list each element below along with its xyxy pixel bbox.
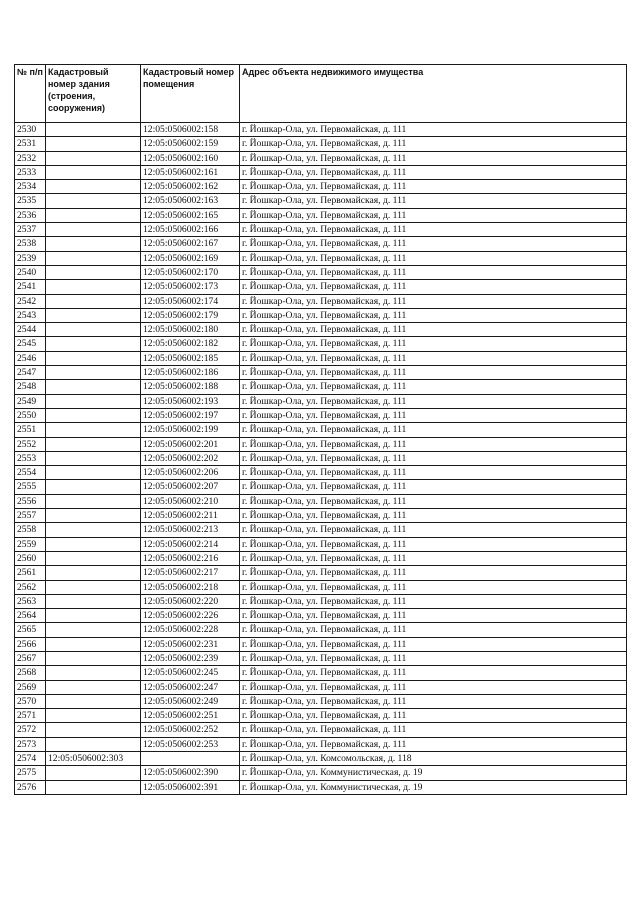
premises-cadastral-cell: 12:05:0506002:180: [141, 323, 240, 337]
building-cadastral-cell: [46, 323, 141, 337]
row-number-cell: 2540: [15, 265, 46, 279]
table-row: [15, 466, 627, 480]
building-cadastral-cell: [46, 237, 141, 251]
building-cadastral-cell: [46, 251, 141, 265]
table-row: [15, 137, 627, 151]
building-cadastral-cell: [46, 637, 141, 651]
premises-cadastral-cell: 12:05:0506002:160: [141, 151, 240, 165]
address-cell: г. Йошкар-Ола, ул. Первомайская, д. 111: [240, 437, 627, 451]
row-number-cell: 2573: [15, 737, 46, 751]
premises-cadastral-cell: 12:05:0506002:167: [141, 237, 240, 251]
building-cadastral-cell: [46, 165, 141, 179]
row-number-cell: 2559: [15, 537, 46, 551]
table-row: [15, 423, 627, 437]
table-row: [15, 752, 627, 766]
building-cadastral-cell: [46, 680, 141, 694]
table-row: [15, 580, 627, 594]
row-number-cell: 2574: [15, 752, 46, 766]
table-row: [15, 123, 627, 137]
header-row: [15, 65, 627, 123]
address-cell: г. Йошкар-Ола, ул. Первомайская, д. 111: [240, 123, 627, 137]
table-row: [15, 151, 627, 165]
row-number-cell: 2548: [15, 380, 46, 394]
building-cadastral-cell: [46, 709, 141, 723]
row-number-cell: 2555: [15, 480, 46, 494]
premises-cadastral-cell: 12:05:0506002:253: [141, 737, 240, 751]
address-cell: г. Йошкар-Ола, ул. Первомайская, д. 111: [240, 351, 627, 365]
row-number-cell: 2533: [15, 165, 46, 179]
table-row: [15, 380, 627, 394]
table-row: [15, 509, 627, 523]
building-cadastral-cell: [46, 194, 141, 208]
building-cadastral-cell: [46, 437, 141, 451]
address-cell: г. Йошкар-Ола, ул. Первомайская, д. 111: [240, 509, 627, 523]
table-row: [15, 337, 627, 351]
address-cell: г. Йошкар-Ола, ул. Первомайская, д. 111: [240, 480, 627, 494]
address-cell: г. Йошкар-Ола, ул. Первомайская, д. 111: [240, 651, 627, 665]
address-cell: г. Йошкар-Ола, ул. Первомайская, д. 111: [240, 323, 627, 337]
address-cell: г. Йошкар-Ола, ул. Первомайская, д. 111: [240, 151, 627, 165]
premises-cadastral-cell: 12:05:0506002:218: [141, 580, 240, 594]
address-cell: г. Йошкар-Ола, ул. Первомайская, д. 111: [240, 737, 627, 751]
premises-cadastral-cell: 12:05:0506002:228: [141, 623, 240, 637]
premises-cadastral-cell: 12:05:0506002:211: [141, 509, 240, 523]
address-cell: г. Йошкар-Ола, ул. Первомайская, д. 111: [240, 366, 627, 380]
premises-cadastral-cell: 12:05:0506002:217: [141, 566, 240, 580]
premises-cadastral-cell: 12:05:0506002:188: [141, 380, 240, 394]
row-number-cell: 2541: [15, 280, 46, 294]
row-number-cell: 2576: [15, 780, 46, 794]
header-property-address: Адрес объекта недвижимого имущества: [240, 65, 627, 123]
building-cadastral-cell: [46, 137, 141, 151]
building-cadastral-cell: [46, 380, 141, 394]
address-cell: г. Йошкар-Ола, ул. Первомайская, д. 111: [240, 408, 627, 422]
premises-cadastral-cell: 12:05:0506002:247: [141, 680, 240, 694]
premises-cadastral-cell: 12:05:0506002:216: [141, 551, 240, 565]
building-cadastral-cell: [46, 666, 141, 680]
table-row: [15, 208, 627, 222]
row-number-cell: 2569: [15, 680, 46, 694]
row-number-cell: 2563: [15, 594, 46, 608]
building-cadastral-cell: [46, 466, 141, 480]
premises-cadastral-cell: 12:05:0506002:231: [141, 637, 240, 651]
row-number-cell: 2544: [15, 323, 46, 337]
premises-cadastral-cell: 12:05:0506002:186: [141, 366, 240, 380]
address-cell: г. Йошкар-Ола, ул. Первомайская, д. 111: [240, 551, 627, 565]
row-number-cell: 2550: [15, 408, 46, 422]
address-cell: г. Йошкар-Ола, ул. Первомайская, д. 111: [240, 137, 627, 151]
row-number-cell: 2565: [15, 623, 46, 637]
header-premises-cadastral-number: Кадастровый номер помещения: [141, 65, 240, 123]
premises-cadastral-cell: 12:05:0506002:210: [141, 494, 240, 508]
premises-cadastral-cell: 12:05:0506002:251: [141, 709, 240, 723]
address-cell: г. Йошкар-Ола, ул. Первомайская, д. 111: [240, 223, 627, 237]
table-header: [15, 65, 627, 123]
building-cadastral-cell: [46, 537, 141, 551]
building-cadastral-cell: 12:05:0506002:303: [46, 752, 141, 766]
row-number-cell: 2567: [15, 651, 46, 665]
table-row: [15, 694, 627, 708]
premises-cadastral-cell: 12:05:0506002:220: [141, 594, 240, 608]
building-cadastral-cell: [46, 737, 141, 751]
table-row: [15, 294, 627, 308]
row-number-cell: 2539: [15, 251, 46, 265]
table-row: [15, 165, 627, 179]
address-cell: г. Йошкар-Ола, ул. Первомайская, д. 111: [240, 337, 627, 351]
table-row: [15, 437, 627, 451]
row-number-cell: 2531: [15, 137, 46, 151]
table-row: [15, 723, 627, 737]
building-cadastral-cell: [46, 123, 141, 137]
row-number-cell: 2564: [15, 609, 46, 623]
address-cell: г. Йошкар-Ола, ул. Первомайская, д. 111: [240, 680, 627, 694]
row-number-cell: 2537: [15, 223, 46, 237]
premises-cadastral-cell: 12:05:0506002:199: [141, 423, 240, 437]
premises-cadastral-cell: 12:05:0506002:162: [141, 180, 240, 194]
row-number-cell: 2561: [15, 566, 46, 580]
address-cell: г. Йошкар-Ола, ул. Первомайская, д. 111: [240, 537, 627, 551]
property-registry-table: [14, 64, 627, 795]
row-number-cell: 2553: [15, 451, 46, 465]
table-row: [15, 451, 627, 465]
premises-cadastral-cell: 12:05:0506002:206: [141, 466, 240, 480]
building-cadastral-cell: [46, 623, 141, 637]
address-cell: г. Йошкар-Ола, ул. Первомайская, д. 111: [240, 694, 627, 708]
table-row: [15, 265, 627, 279]
row-number-cell: 2543: [15, 308, 46, 322]
table-row: [15, 666, 627, 680]
premises-cadastral-cell: 12:05:0506002:166: [141, 223, 240, 237]
address-cell: г. Йошкар-Ола, ул. Первомайская, д. 111: [240, 423, 627, 437]
building-cadastral-cell: [46, 366, 141, 380]
building-cadastral-cell: [46, 451, 141, 465]
registry-sheet: [14, 64, 626, 795]
building-cadastral-cell: [46, 394, 141, 408]
premises-cadastral-cell: 12:05:0506002:185: [141, 351, 240, 365]
address-cell: г. Йошкар-Ола, ул. Первомайская, д. 111: [240, 723, 627, 737]
address-cell: г. Йошкар-Ола, ул. Коммунистическая, д. 19: [240, 766, 627, 780]
row-number-cell: 2570: [15, 694, 46, 708]
building-cadastral-cell: [46, 280, 141, 294]
row-number-cell: 2560: [15, 551, 46, 565]
address-cell: г. Йошкар-Ола, ул. Первомайская, д. 111: [240, 566, 627, 580]
row-number-cell: 2538: [15, 237, 46, 251]
table-row: [15, 394, 627, 408]
premises-cadastral-cell: 12:05:0506002:174: [141, 294, 240, 308]
address-cell: г. Йошкар-Ола, ул. Первомайская, д. 111: [240, 308, 627, 322]
building-cadastral-cell: [46, 308, 141, 322]
building-cadastral-cell: [46, 351, 141, 365]
address-cell: г. Йошкар-Ола, ул. Первомайская, д. 111: [240, 294, 627, 308]
building-cadastral-cell: [46, 694, 141, 708]
row-number-cell: 2545: [15, 337, 46, 351]
table-row: [15, 280, 627, 294]
table-row: [15, 366, 627, 380]
building-cadastral-cell: [46, 780, 141, 794]
table-row: [15, 194, 627, 208]
row-number-cell: 2534: [15, 180, 46, 194]
address-cell: г. Йошкар-Ола, ул. Первомайская, д. 111: [240, 237, 627, 251]
premises-cadastral-cell: 12:05:0506002:165: [141, 208, 240, 222]
building-cadastral-cell: [46, 509, 141, 523]
address-cell: г. Йошкар-Ола, ул. Первомайская, д. 111: [240, 609, 627, 623]
row-number-cell: 2575: [15, 766, 46, 780]
address-cell: г. Йошкар-Ола, ул. Первомайская, д. 111: [240, 280, 627, 294]
premises-cadastral-cell: 12:05:0506002:207: [141, 480, 240, 494]
building-cadastral-cell: [46, 180, 141, 194]
address-cell: г. Йошкар-Ола, ул. Первомайская, д. 111: [240, 623, 627, 637]
premises-cadastral-cell: 12:05:0506002:390: [141, 766, 240, 780]
premises-cadastral-cell: 12:05:0506002:193: [141, 394, 240, 408]
premises-cadastral-cell: 12:05:0506002:252: [141, 723, 240, 737]
premises-cadastral-cell: 12:05:0506002:197: [141, 408, 240, 422]
premises-cadastral-cell: 12:05:0506002:201: [141, 437, 240, 451]
building-cadastral-cell: [46, 566, 141, 580]
table-row: [15, 494, 627, 508]
building-cadastral-cell: [46, 766, 141, 780]
building-cadastral-cell: [46, 523, 141, 537]
table-row: [15, 323, 627, 337]
building-cadastral-cell: [46, 723, 141, 737]
table-row: [15, 237, 627, 251]
row-number-cell: 2557: [15, 509, 46, 523]
row-number-cell: 2551: [15, 423, 46, 437]
row-number-cell: 2546: [15, 351, 46, 365]
premises-cadastral-cell: 12:05:0506002:163: [141, 194, 240, 208]
row-number-cell: 2532: [15, 151, 46, 165]
address-cell: г. Йошкар-Ола, ул. Первомайская, д. 111: [240, 666, 627, 680]
row-number-cell: 2542: [15, 294, 46, 308]
table-row: [15, 766, 627, 780]
address-cell: г. Йошкар-Ола, ул. Первомайская, д. 111: [240, 580, 627, 594]
address-cell: г. Йошкар-Ола, ул. Первомайская, д. 111: [240, 180, 627, 194]
row-number-cell: 2562: [15, 580, 46, 594]
table-row: [15, 251, 627, 265]
building-cadastral-cell: [46, 208, 141, 222]
address-cell: г. Йошкар-Ола, ул. Первомайская, д. 111: [240, 523, 627, 537]
row-number-cell: 2571: [15, 709, 46, 723]
row-number-cell: 2566: [15, 637, 46, 651]
address-cell: г. Йошкар-Ола, ул. Первомайская, д. 111: [240, 251, 627, 265]
premises-cadastral-cell: 12:05:0506002:159: [141, 137, 240, 151]
building-cadastral-cell: [46, 651, 141, 665]
address-cell: г. Йошкар-Ола, ул. Первомайская, д. 111: [240, 265, 627, 279]
premises-cadastral-cell: 12:05:0506002:169: [141, 251, 240, 265]
row-number-cell: 2549: [15, 394, 46, 408]
table-row: [15, 680, 627, 694]
premises-cadastral-cell: 12:05:0506002:239: [141, 651, 240, 665]
premises-cadastral-cell: 12:05:0506002:158: [141, 123, 240, 137]
building-cadastral-cell: [46, 480, 141, 494]
table-row: [15, 637, 627, 651]
premises-cadastral-cell: 12:05:0506002:213: [141, 523, 240, 537]
table-row: [15, 223, 627, 237]
table-row: [15, 408, 627, 422]
building-cadastral-cell: [46, 551, 141, 565]
table-row: [15, 566, 627, 580]
address-cell: г. Йошкар-Ола, ул. Комсомольская, д. 118: [240, 752, 627, 766]
premises-cadastral-cell: 12:05:0506002:182: [141, 337, 240, 351]
address-cell: г. Йошкар-Ола, ул. Первомайская, д. 111: [240, 165, 627, 179]
building-cadastral-cell: [46, 294, 141, 308]
building-cadastral-cell: [46, 494, 141, 508]
row-number-cell: 2572: [15, 723, 46, 737]
table-row: [15, 623, 627, 637]
building-cadastral-cell: [46, 408, 141, 422]
row-number-cell: 2568: [15, 666, 46, 680]
premises-cadastral-cell: 12:05:0506002:226: [141, 609, 240, 623]
address-cell: г. Йошкар-Ола, ул. Первомайская, д. 111: [240, 208, 627, 222]
premises-cadastral-cell: 12:05:0506002:214: [141, 537, 240, 551]
table-row: [15, 523, 627, 537]
row-number-cell: 2558: [15, 523, 46, 537]
address-cell: г. Йошкар-Ола, ул. Первомайская, д. 111: [240, 394, 627, 408]
table-row: [15, 537, 627, 551]
table-body: [15, 123, 627, 795]
row-number-cell: 2530: [15, 123, 46, 137]
table-row: [15, 308, 627, 322]
address-cell: г. Йошкар-Ола, ул. Первомайская, д. 111: [240, 466, 627, 480]
premises-cadastral-cell: 12:05:0506002:173: [141, 280, 240, 294]
building-cadastral-cell: [46, 223, 141, 237]
premises-cadastral-cell: 12:05:0506002:391: [141, 780, 240, 794]
table-row: [15, 351, 627, 365]
row-number-cell: 2556: [15, 494, 46, 508]
row-number-cell: 2554: [15, 466, 46, 480]
header-row-number: № п/п: [15, 65, 46, 123]
premises-cadastral-cell: 12:05:0506002:170: [141, 265, 240, 279]
address-cell: г. Йошкар-Ола, ул. Первомайская, д. 111: [240, 494, 627, 508]
premises-cadastral-cell: 12:05:0506002:249: [141, 694, 240, 708]
row-number-cell: 2547: [15, 366, 46, 380]
building-cadastral-cell: [46, 337, 141, 351]
building-cadastral-cell: [46, 580, 141, 594]
premises-cadastral-cell: 12:05:0506002:202: [141, 451, 240, 465]
building-cadastral-cell: [46, 594, 141, 608]
row-number-cell: 2552: [15, 437, 46, 451]
address-cell: г. Йошкар-Ола, ул. Первомайская, д. 111: [240, 637, 627, 651]
table-row: [15, 651, 627, 665]
premises-cadastral-cell: 12:05:0506002:245: [141, 666, 240, 680]
address-cell: г. Йошкар-Ола, ул. Первомайская, д. 111: [240, 709, 627, 723]
building-cadastral-cell: [46, 265, 141, 279]
address-cell: г. Йошкар-Ола, ул. Первомайская, д. 111: [240, 380, 627, 394]
table-row: [15, 609, 627, 623]
header-building-cadastral-number: Кадастровый номер здания (строения, сооружения): [46, 65, 141, 123]
address-cell: г. Йошкар-Ола, ул. Первомайская, д. 111: [240, 594, 627, 608]
table-row: [15, 551, 627, 565]
table-row: [15, 594, 627, 608]
address-cell: г. Йошкар-Ола, ул. Первомайская, д. 111: [240, 194, 627, 208]
building-cadastral-cell: [46, 609, 141, 623]
table-row: [15, 737, 627, 751]
table-row: [15, 780, 627, 794]
premises-cadastral-cell: [141, 752, 240, 766]
row-number-cell: 2536: [15, 208, 46, 222]
premises-cadastral-cell: 12:05:0506002:161: [141, 165, 240, 179]
building-cadastral-cell: [46, 423, 141, 437]
table-row: [15, 709, 627, 723]
table-row: [15, 480, 627, 494]
address-cell: г. Йошкар-Ола, ул. Коммунистическая, д. 19: [240, 780, 627, 794]
building-cadastral-cell: [46, 151, 141, 165]
table-row: [15, 180, 627, 194]
premises-cadastral-cell: 12:05:0506002:179: [141, 308, 240, 322]
row-number-cell: 2535: [15, 194, 46, 208]
address-cell: г. Йошкар-Ола, ул. Первомайская, д. 111: [240, 451, 627, 465]
